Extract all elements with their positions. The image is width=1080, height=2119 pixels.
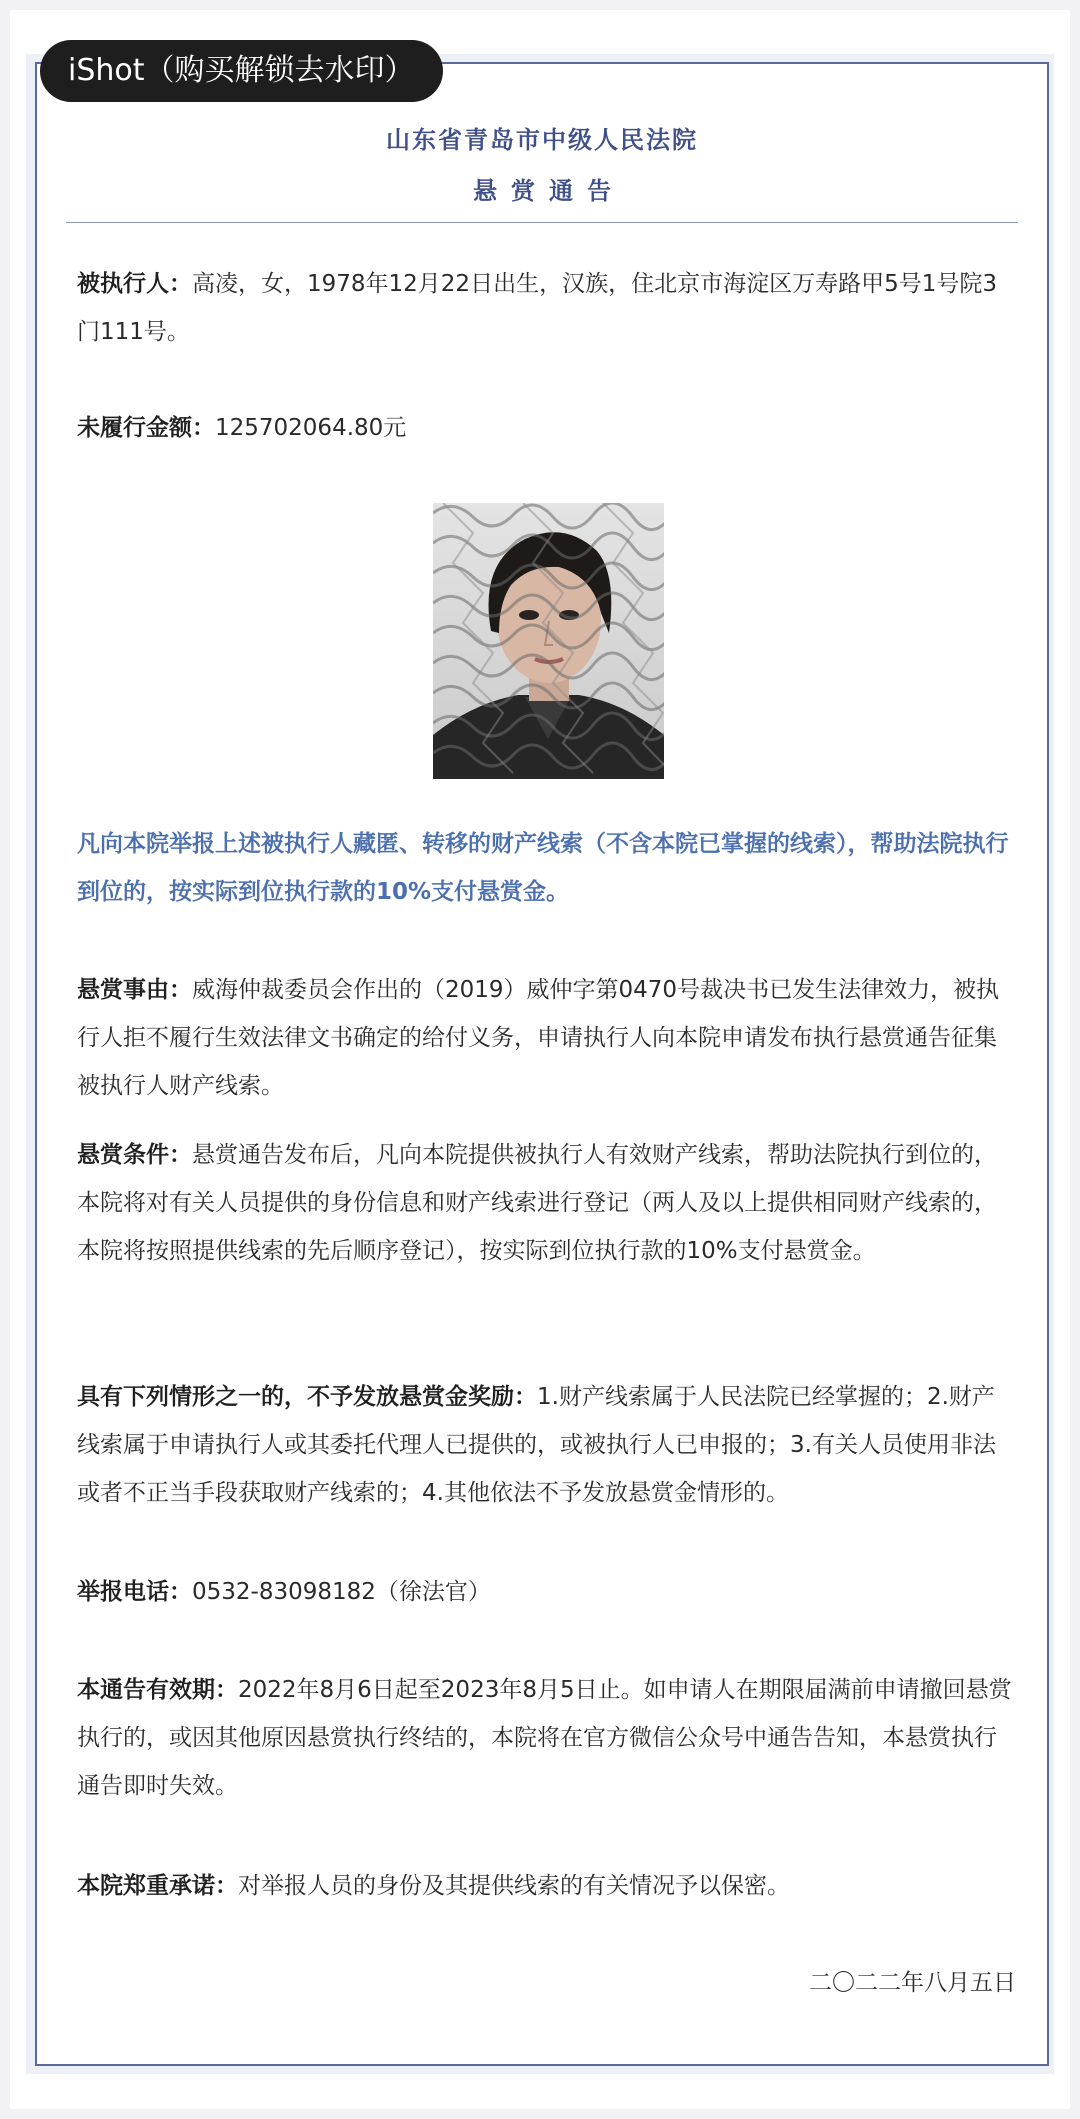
debtor-paragraph <box>77 260 1012 356</box>
hotline-paragraph <box>77 1568 1012 1616</box>
title-divider <box>66 222 1018 223</box>
debtor-text: 高凌，女，1978年12月22日出生，汉族，住北京市海淀区万寿路甲5号1号院3门111号。 <box>77 271 997 345</box>
reason-paragraph <box>77 966 1012 1110</box>
reward-highlight-text: 凡向本院举报上述被执行人藏匿、转移的财产线索（不含本院已掌握的线索），帮助法院执行到位的，按实际到位执行款的10%支付悬赏金。 <box>77 831 1009 905</box>
exclusions-text: 1.财产线索属于人民法院已经掌握的；2.财产线索属于申请执行人或其委托代理人已提供的，或被执行人已申报的；3.有关人员使用非法或者不正当手段获取财产线索的；4.其他依法不予发放悬赏金情形的。 <box>77 1384 996 1506</box>
debtor-label: 被执行人： <box>77 271 192 297</box>
validity-label: 本通告有效期： <box>77 1677 238 1703</box>
hotline-text: 0532-83098182（徐法官） <box>192 1579 491 1605</box>
reason-text: 威海仲裁委员会作出的（2019）威仲字第0470号裁决书已发生法律效力，被执行人拒不履行生效法律文书确定的给付义务，申请执行人向本院申请发布执行悬赏通告征集被执行人财产线索。 <box>77 977 1000 1099</box>
hotline-label: 举报电话： <box>77 1579 192 1605</box>
exclusions-label: 具有下列情形之一的，不予发放悬赏金奖励： <box>77 1384 537 1410</box>
portrait-photo <box>433 503 664 779</box>
ishot-watermark-badge: iShot（购买解锁去水印） <box>40 40 443 102</box>
conditions-text: 悬赏通告发布后，凡向本院提供被执行人有效财产线索，帮助法院执行到位的，本院将对有关人员提供的身份信息和财产线索进行登记（两人及以上提供相同财产线索的，本院将按照提供线索的先后顺序登记），按实际到位执行款的10%支付悬赏金。 <box>77 1142 997 1264</box>
court-name: 山东省青岛市中级人民法院 <box>386 126 698 154</box>
validity-text: 2022年8月6日起至2023年8月5日止。如申请人在期限届满前申请撤回悬赏执行的，或因其他原因悬赏执行终结的，本院将在官方微信公众号中通告告知，本悬赏执行通告即时失效。 <box>77 1677 1012 1799</box>
amount-text: 125702064.80元 <box>215 415 407 441</box>
promise-text: 对举报人员的身份及其提供线索的有关情况予以保密。 <box>238 1873 790 1899</box>
promise-label: 本院郑重承诺： <box>77 1873 238 1899</box>
notice-title: 悬赏通告 <box>473 177 625 205</box>
exclusions-paragraph <box>77 1373 1012 1517</box>
amount-paragraph <box>77 404 1012 452</box>
reason-label: 悬赏事由： <box>77 977 192 1003</box>
amount-label: 未履行金额： <box>77 415 215 441</box>
validity-paragraph <box>77 1666 1012 1810</box>
conditions-paragraph <box>77 1131 1012 1275</box>
portrait-photo-icon <box>433 503 664 779</box>
conditions-label: 悬赏条件： <box>77 1142 192 1168</box>
reward-highlight-paragraph <box>77 820 1012 916</box>
promise-paragraph <box>77 1862 1012 1910</box>
issue-date: 二〇二二年八月五日 <box>809 1970 1016 1996</box>
